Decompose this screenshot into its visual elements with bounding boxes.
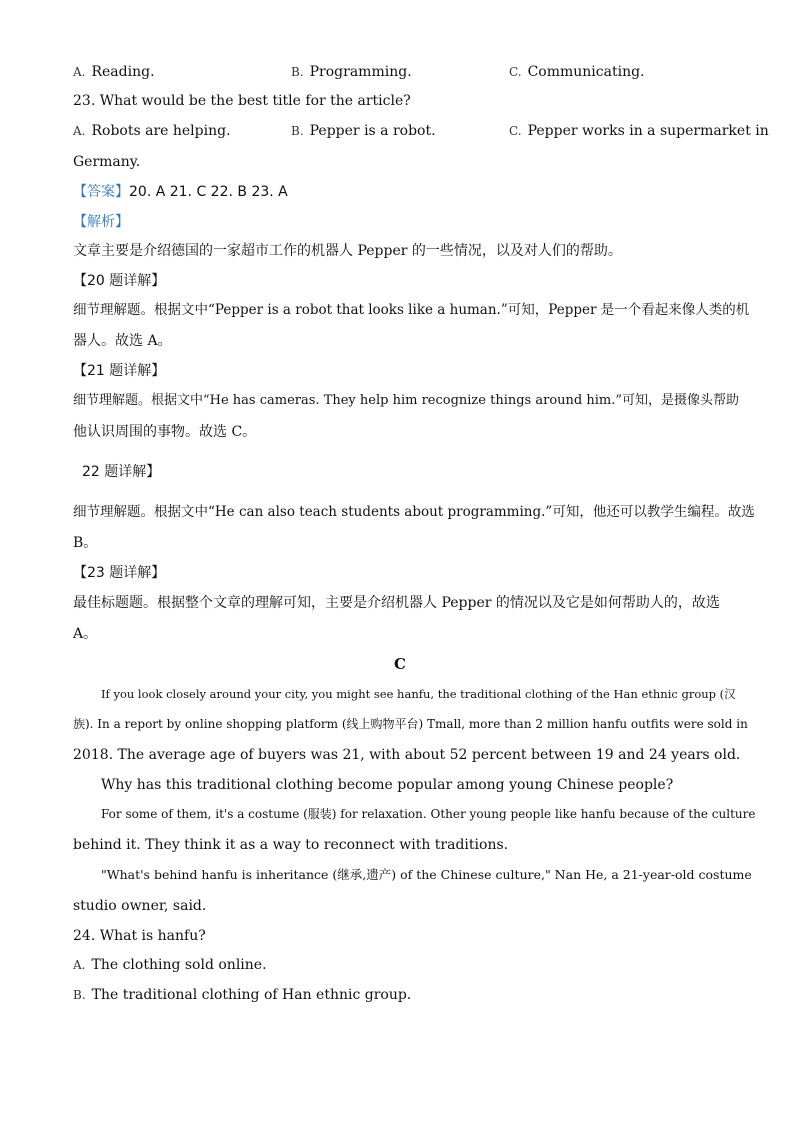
q23-option-a: A. Robots are helping.: [73, 123, 231, 139]
passage-p3-line1: For some of them, it's a costume (服装) for relaxation. Other young people like hanfu because of the culture: [101, 807, 756, 821]
q22-options: [73, 62, 733, 82]
section-c-title: C: [394, 655, 406, 673]
passage-p1-line2: 族). In a report by online shopping platform (线上购物平台) Tmall, more than 2 million hanfu outfits were sold in: [73, 717, 748, 731]
q20-detail-line2: 器人。故选 A。: [73, 333, 172, 349]
q24-option-a: A. The clothing sold online.: [73, 957, 267, 973]
q22-detail-line2: B。: [73, 535, 98, 551]
q21-detail-line1: 细节理解题。根据文中“He has cameras. They help him recognize things around him.”可知，是摄像头帮助: [73, 393, 739, 408]
passage-p4-line1: "What's behind hanfu is inheritance (继承,遗产) of the Chinese culture," Nan He, a 21-year-old costume: [101, 867, 752, 882]
answer-line: [73, 182, 288, 202]
answer-label: 【答案】: [73, 184, 129, 200]
q22-option-b: B. Programming.: [291, 64, 412, 80]
passage-p4-line2: studio owner, said.: [73, 898, 207, 914]
q23-option-c: C. Pepper works in a supermarket in: [509, 123, 769, 139]
q23-options: [73, 121, 769, 141]
q21-detail-title: 【21 题详解】: [73, 363, 166, 379]
q22-option-c: C. Communicating.: [509, 64, 645, 80]
q23-detail-line1: 最佳标题题。根据整个文章的理解可知，主要是介绍机器人 Pepper 的情况以及它是如何帮助人的，故选: [73, 595, 720, 611]
analysis-label: 【解析】: [73, 214, 129, 230]
passage-p1-line1: If you look closely around your city, you might see hanfu, the traditional clothing of the Han ethnic group (汉: [101, 687, 736, 701]
q22-option-a: A. Reading.: [73, 64, 155, 80]
analysis-summary: 文章主要是介绍德国的一家超市工作的机器人 Pepper 的一些情况，以及对人们的帮助。: [73, 243, 622, 259]
q20-detail-line1: 细节理解题。根据文中“Pepper is a robot that looks like a human.”可知，Pepper 是一个看起来像人类的机: [73, 302, 750, 318]
passage-p3-line2: behind it. They think it as a way to reconnect with traditions.: [73, 837, 509, 853]
q24-option-b: B. The traditional clothing of Han ethnic group.: [73, 987, 412, 1003]
answer-text: 20. A 21. C 22. B 23. A: [129, 184, 288, 200]
q24-question: 24. What is hanfu?: [73, 928, 206, 944]
q21-detail-line2: 他认识周围的事物。故选 C。: [73, 424, 257, 440]
q23-option-c-continued: Germany.: [73, 154, 141, 170]
q20-detail-title: 【20 题详解】: [73, 273, 166, 289]
q22-detail-title: 22 题详解】: [82, 464, 161, 480]
q23-detail-line2: A。: [73, 626, 98, 642]
q22-detail-line1: 细节理解题。根据文中“He can also teach students about programming.”可知，他还可以教学生编程。故选: [73, 504, 755, 520]
passage-p2: Why has this traditional clothing become popular among young Chinese people?: [101, 777, 674, 793]
passage-p1-line3: 2018. The average age of buyers was 21, with about 52 percent between 19 and 24 years old.: [73, 747, 741, 763]
q23-detail-title: 【23 题详解】: [73, 565, 166, 581]
q23-option-b: B. Pepper is a robot.: [291, 123, 436, 139]
q23-question: 23. What would be the best title for the article?: [73, 93, 411, 109]
